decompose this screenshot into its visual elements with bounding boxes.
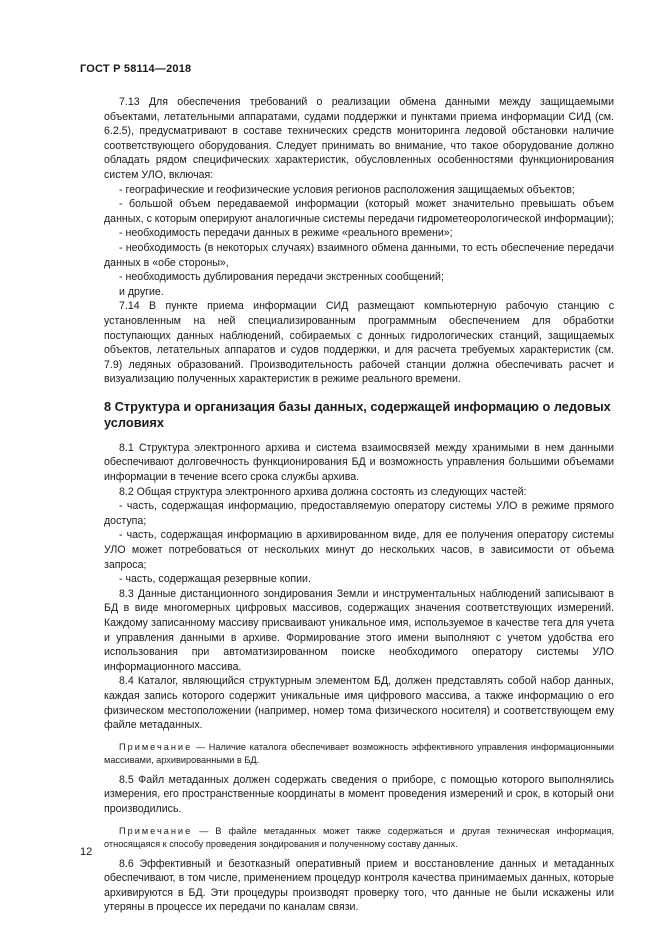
document-body: [104, 95, 614, 915]
document-header: ГОСТ Р 58114—2018: [80, 63, 192, 75]
paragraph: - часть, содержащая информацию в архивированном виде, для ее получения оператору системы УЛО может потребоваться от нескольких минут до нескольких часов, в зависимости от объема запроса;: [104, 529, 614, 571]
note-text: — Наличие каталога обеспечивает возможность эффективного управления информационными массивами, архивированными в БД.: [104, 741, 614, 765]
paragraph: - географические и геофизические условия регионов расположения защищаемых объектов;: [119, 183, 575, 196]
note-label: Примечание: [119, 741, 193, 752]
paragraph: - большой объем передаваемой информации (который может значительно превышать объем данных, с которым оперируют аналогичные системы передачи гидрометеорологической информации);: [104, 198, 614, 225]
section-heading: 8 Структура и организация базы данных, содержащей информацию о ледовых условиях: [104, 398, 611, 430]
note-paragraph: [104, 825, 614, 851]
note-label: Примечание: [119, 825, 193, 836]
paragraph: 8.5 Файл метаданных должен содержать сведения о приборе, с помощью которого выполнялись измерения, его пространственные координаты в момент проведения измерений и срок, в который они производились.: [104, 773, 614, 815]
paragraph: 8.2 Общая структура электронного архива должна состоять из следующих частей:: [119, 485, 527, 498]
paragraph: - необходимость (в некоторых случаях) взаимного обмена данными, то есть обеспечение передачи данных в «обе стороны»,: [104, 241, 614, 269]
note-text: — В файле метаданных может также содержаться и другая техническая информация, относящаяся к способу проведения зондирования и полученному составу данных.: [104, 825, 614, 849]
note-paragraph: [104, 741, 614, 767]
paragraph: - часть, содержащая резервные копии.: [119, 573, 311, 586]
paragraph: и другие.: [119, 285, 164, 298]
paragraph: - необходимость передачи данных в режиме «реального времени»;: [119, 227, 453, 240]
page-number: 12: [80, 846, 93, 858]
paragraph: 8.6 Эффективный и безотказный оперативный прием и восстановление данных и метаданных обеспечивают, в том числе, применением процедур контроля качества принимаемых данных, которые архивируются в БД. Эти процедуры производят проверку того, что данные не были искажены или утеряны в процессе их передачи по каналам связи.: [104, 857, 614, 914]
paragraph: 7.14 В пункте приема информации СИД размещают компьютерную рабочую станцию с установленным на ней специализированным программным обеспечением для обработки поступающих данных наблюдений, собираемых с донных гидрологических станций, защищаемых объектов, летательных аппаратов и судов поддержки, и для расчета требуемых характеристик (см. 7.9) ледяных образований. Производительность рабочей станции должна обеспечивать расчет и визуализацию полученных характеристик в режиме реального времени.: [104, 300, 614, 386]
paragraph: 8.1 Структура электронного архива и система взаимосвязей между хранимыми в нем данными обеспечивают долговечность функционирования БД и возможность управления большими объемами информации в течение всего срока службы архива.: [104, 441, 614, 484]
paragraph: - необходимость дублирования передачи экстренных сообщений;: [119, 271, 444, 284]
paragraph: 8.4 Каталог, являющийся структурным элементом БД, должен представлять собой набор данных, каждая запись которого содержит уникальные имя цифрового массива, а также информацию о его физическом местоположении (например, номер тома физического носителя) и соответствующем ему файле метаданных.: [104, 675, 614, 732]
paragraph: 7.13 Для обеспечения требований о реализации обмена данными между защищаемыми объектами, летательными аппаратами, судами поддержки и пунктами приема информации СИД (см. 6.2.5), предусматривают в составе технических средств мониторинга ледовой обстановки наличие соответствующего оборудования. Следует принимать во внимание, что такое оборудование должно обладать рядом специфических характеристик, обусловленных особенностями функционирования систем УЛО, включая:: [104, 96, 614, 181]
paragraph: - часть, содержащая информацию, предоставляемую оператору системы УЛО в режиме прямого доступа;: [104, 500, 614, 527]
paragraph: 8.3 Данные дистанционного зондирования Земли и инструментальных наблюдений записывают в БД в виде многомерных цифровых массивов, содержащих значения соответствующих измерений. Каждому записанному массиву присваивают уникальное имя, используемое в качестве тега для учета и управления данными в архиве. Формирование этого имени выполняют с учетом удобства его использования при автоматизированном поиске необходимого оператору системы УЛО информационного массива.: [104, 587, 614, 673]
